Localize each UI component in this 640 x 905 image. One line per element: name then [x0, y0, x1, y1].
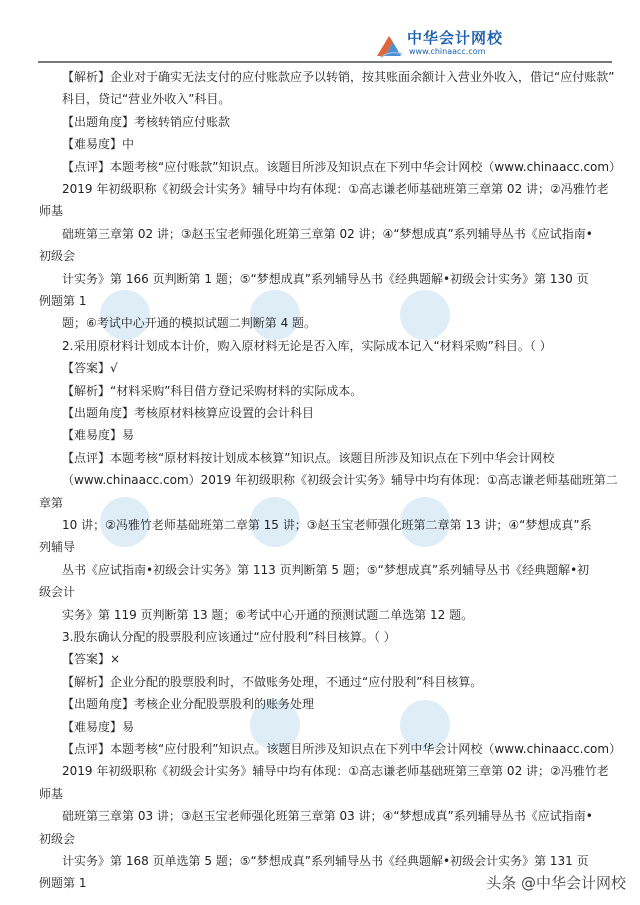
text-line: 计实务》第 166 页判断第 1 题；⑤“梦想成真”系列辅导丛书《经典题解•初级会计实务》第 130 页 — [62, 271, 589, 286]
text-line: 【出题角度】考核原材料核算应设置的会计科目 — [62, 406, 315, 420]
text-line: 题；⑥考试中心开通的模拟试题二判断第 4 题。 — [62, 316, 317, 331]
text-line: 2019 年初级职称《初级会计实务》辅导中均有体现：①高志谦老师基础班第三章第 02 讲；②冯雅竹老 — [62, 182, 609, 196]
text-line: 【难易度】易 — [62, 719, 135, 734]
text-line: 10 讲；②冯雅竹老师基础班第二章第 15 讲；③赵玉宝老师强化班第二章第 13 讲；④“梦想成真”系 — [62, 518, 592, 532]
text-line: 科目，贷记“营业外收入”科目。 — [62, 92, 231, 107]
text-line: 【解析】“材料采购”科目借方登记采购材料的实际成本。 — [62, 383, 363, 398]
text-line: 【点评】本题考核“原材料按计划成本核算”知识点。该题目所涉及知识点在下列中华会计网校 — [62, 450, 555, 465]
header-divider — [38, 61, 612, 63]
footer-attribution: 头条 @中华会计网校 — [486, 874, 626, 892]
text-line: 础班第三章第 03 讲；③赵玉宝老师强化班第三章第 03 讲；④“梦想成真”系列辅导丛书《应试指南• — [62, 809, 593, 824]
text-line: 师基 — [39, 204, 64, 219]
text-line: 2.采用原材料计划成本计价，购入原材料无论是否入库，实际成本记入“材料采购”科目。（ ） — [62, 338, 552, 353]
text-line: 初级会 — [39, 831, 76, 846]
text-line: 丛书《应试指南•初级会计实务》第 113 页判断第 5 题；⑤“梦想成真”系列辅导丛书《经典题解•初 — [62, 562, 590, 577]
text-line: 级会计 — [39, 585, 76, 600]
text-line: 列辅导 — [39, 540, 76, 555]
text-line: 【出题角度】考核企业分配股票股利的账务处理 — [62, 697, 315, 712]
site-logo — [375, 30, 503, 58]
text-line: 【出题角度】考核转销应付账款 — [62, 114, 231, 129]
text-line: 础班第三章第 02 讲；③赵玉宝老师强化班第三章第 02 讲；④“梦想成真”系列辅导丛书《应试指南• — [62, 226, 593, 241]
text-line: 初级会 — [39, 249, 76, 264]
text-line: 【点评】本题考核“应付股利”知识点。该题目所涉及知识点在下列中华会计网校（www.chinaacc.com） — [62, 742, 622, 756]
logo-name: 中华会计网校 — [407, 29, 504, 47]
text-line: 【点评】本题考核“应付账款”知识点。该题目所涉及知识点在下列中华会计网校（www.chinaacc.com） — [62, 159, 622, 174]
text-line: 3.股东确认分配的股票股利应该通过“应付股利”科目核算。（ ） — [62, 630, 396, 644]
text-line: 【答案】× — [62, 652, 121, 667]
text-line: 例题第 1 — [39, 294, 87, 308]
text-line: 【解析】企业对于确实无法支付的应付账款应予以转销，按其账面余额计入营业外收入，借记“应付账款” — [62, 70, 615, 84]
text-line: 【难易度】中 — [62, 137, 135, 152]
text-line: 例题第 1 — [39, 876, 87, 891]
text-line: 【难易度】易 — [62, 428, 135, 443]
text-line: 计实务》第 168 页单选第 5 题；⑤“梦想成真”系列辅导丛书《经典题解•初级会计实务》第 131 页 — [62, 854, 589, 868]
logo-mark-icon — [375, 32, 403, 58]
text-line: （www.chinaacc.com）2019 年初级职称《初级会计实务》辅导中均有体现：①高志谦老师基础班第二 — [62, 473, 618, 488]
watermark-logo-icon — [400, 290, 450, 340]
text-line: 师基 — [39, 786, 64, 801]
text-line: 2019 年初级职称《初级会计实务》辅导中均有体现：①高志谦老师基础班第三章第 02 讲；②冯雅竹老 — [62, 764, 609, 779]
text-line: 章第 — [39, 495, 64, 510]
text-line: 【答案】√ — [62, 361, 118, 376]
logo-url: www.chinaacc.com — [409, 47, 486, 56]
text-line: 实务》第 119 页判断第 13 题；⑥考试中心开通的预测试题二单选第 12 题。 — [62, 607, 474, 622]
text-line: 【解析】企业分配的股票股利时，不做账务处理，不通过“应付股利”科目核算。 — [62, 674, 483, 689]
